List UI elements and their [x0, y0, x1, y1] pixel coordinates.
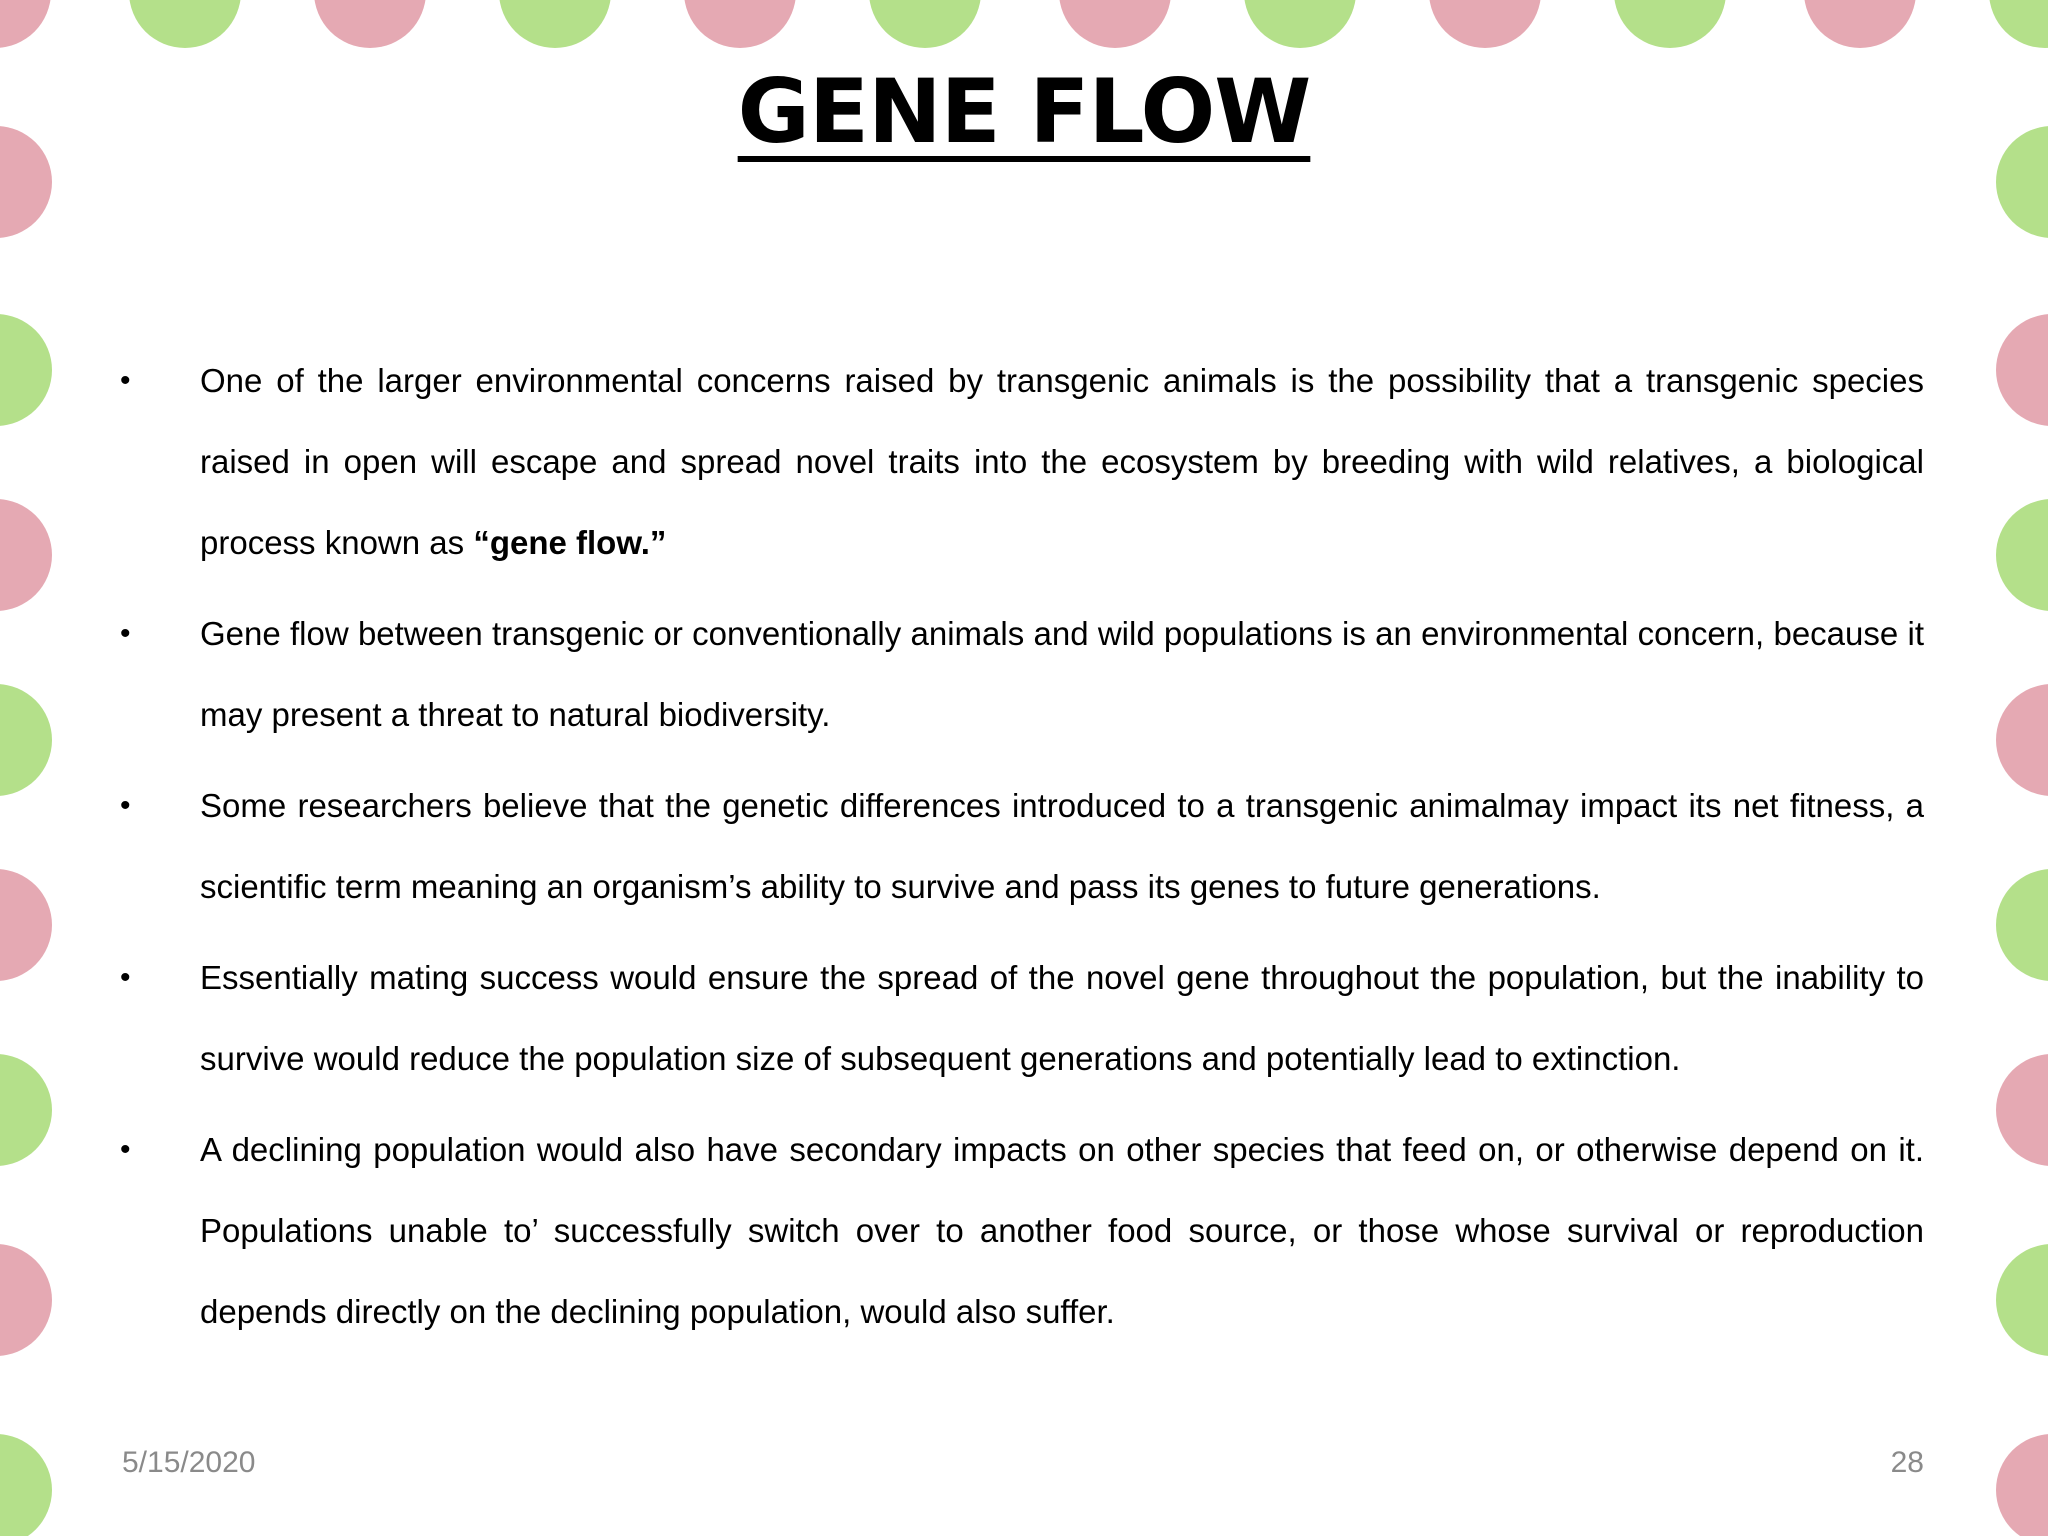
slide-title-heading	[0, 60, 2048, 163]
bullet-marker: •	[120, 1133, 131, 1166]
left-border-dot	[0, 1434, 52, 1536]
bullet-text: One of the larger environmental concerns raised by transgenic animals is the possibility that a transgenic species raised in open will escape and spread novel traits into the ecosystem by breeding with wild relatives, a biological process known as	[200, 362, 1924, 561]
top-border-dot	[1989, 0, 2048, 48]
slide-title: GENE FLOW	[737, 60, 1311, 163]
left-border-dot	[0, 1054, 52, 1166]
top-border-dot	[314, 0, 426, 48]
bullet-text: A declining population would also have secondary impacts on other species that feed on, or otherwise depend on it. Populations unable to’ successfully switch over to another food source, or those whose survival or reproduction depends directly on the declining population, would also suffer.	[200, 1131, 1924, 1330]
bullet-text: Gene flow between transgenic or conventionally animals and wild populations is an environmental concern, because it may present a threat to natural biodiversity.	[200, 615, 1924, 733]
left-border-dot	[0, 1244, 52, 1356]
left-border-dot	[0, 684, 52, 796]
right-border-dot	[1996, 684, 2048, 796]
right-border-dot	[1996, 1244, 2048, 1356]
top-border-dot	[1429, 0, 1541, 48]
left-border-dot	[0, 869, 52, 981]
top-border-dot	[129, 0, 241, 48]
right-border-dot	[1996, 1054, 2048, 1166]
bullet-text: Essentially mating success would ensure the spread of the novel gene throughout the population, but the inability to survive would reduce the population size of subsequent generations and potentially lead to extinction.	[200, 959, 1924, 1077]
top-border-dot	[0, 0, 51, 48]
right-border-dot	[1996, 1434, 2048, 1536]
bullet-item	[120, 340, 1924, 583]
bullet-marker: •	[120, 961, 131, 994]
right-border-dot	[1996, 869, 2048, 981]
bullet-marker: •	[120, 789, 131, 822]
top-border-dot	[869, 0, 981, 48]
top-border-dot	[1614, 0, 1726, 48]
top-border-dot	[1244, 0, 1356, 48]
top-border-dot	[684, 0, 796, 48]
bullet-text: Some researchers believe that the genetic differences introduced to a transgenic animalmay impact its net fitness, a scientific term meaning an organism’s ability to survive and pass its genes to future generations.	[200, 787, 1924, 905]
bullet-marker: •	[120, 617, 131, 650]
bullet-marker: •	[120, 364, 131, 397]
right-border-dot	[1996, 499, 2048, 611]
top-border-dot	[1059, 0, 1171, 48]
footer-page-number: 28	[1890, 1446, 1924, 1479]
right-border-dot	[1996, 314, 2048, 426]
top-border-dot	[499, 0, 611, 48]
left-border-dot	[0, 314, 52, 426]
bullet-list	[120, 340, 1924, 1362]
left-border-dot	[0, 499, 52, 611]
bullet-item	[120, 937, 1924, 1099]
bullet-item	[120, 1109, 1924, 1352]
footer-date: 5/15/2020	[122, 1446, 256, 1479]
bullet-item	[120, 593, 1924, 755]
top-border-dot	[1804, 0, 1916, 48]
bullet-item	[120, 765, 1924, 927]
bullet-emphasis: “gene flow.”	[473, 524, 667, 561]
